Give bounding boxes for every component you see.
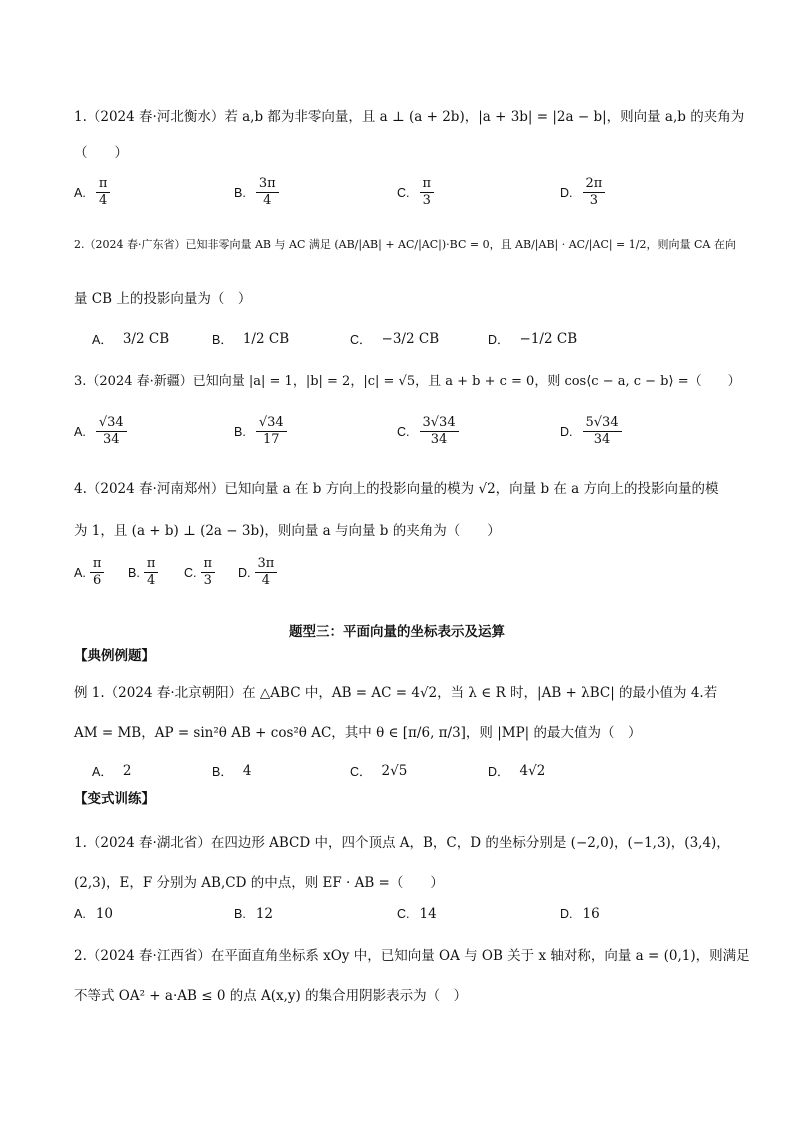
q3-option-d[interactable]: D. $\frac{5√34}{34}$ [560, 415, 622, 448]
section-title: 题型三：平面向量的坐标表示及运算 [289, 624, 505, 640]
q4-option-c[interactable]: C. $\frac{\pi}{3}$ [184, 556, 215, 589]
fraction: $\frac{√34}{17}$ [256, 415, 287, 448]
fraction: $\frac{2\pi}{3}$ [583, 176, 606, 209]
ex1-option-a[interactable]: A． 2 [92, 763, 132, 779]
q1-option-c[interactable]: C. $\frac{\pi}{3}$ [397, 176, 434, 209]
fraction: $\frac{\pi}{6}$ [90, 556, 105, 589]
p1-option-b[interactable]: B. 12 [234, 906, 273, 922]
fraction: $\frac{\pi}{4}$ [144, 556, 159, 589]
q2-option-c[interactable]: C． −3/2 CB [350, 331, 440, 347]
fraction: $\frac{\pi}{3}$ [420, 176, 435, 209]
q2-line1: 2.（2024 春·广东省）已知非零向量 AB 与 AC 满足 (AB/|AB| + AC/|AC|)·BC = 0，且 AB/|AB| · AC/|AC| = 1/2，则向量 CA 在向 [74, 238, 736, 251]
p2-line1: 2.（2024 春·江西省）在平面直角坐标系 xOy 中，已知向量 OA 与 OB 关于 x 轴对称，向量 a = (0,1)，则满足 [74, 948, 750, 964]
q2-option-d[interactable]: D． −1/2 CB [488, 331, 578, 347]
q1-option-a[interactable]: A. $\frac{\pi}{4}$ [74, 176, 110, 209]
q2-option-b[interactable]: B． 1/2 CB [212, 331, 290, 347]
fraction: $\frac{3\pi}{4}$ [255, 556, 278, 589]
q3-line1: 3.（2024 春·新疆）已知向量 |a| = 1，|b| = 2，|c| = √5，且 a + b + c = 0，则 cos⟨c − a, c − b⟩ =（ ） [74, 374, 741, 389]
ex1-option-c[interactable]: C． 2√5 [350, 763, 408, 779]
ex1-line2: AM = MB，AP = sin²θ AB + cos²θ AC，其中 θ ∈ [π/6, π/3]，则 |MP| 的最大值为（ ） [74, 725, 642, 741]
p1-line2: (2,3)，E，F 分别为 AB,CD 的中点，则 EF · AB =（ ） [74, 875, 444, 891]
q3-option-a[interactable]: A. $\frac{√34}{34}$ [74, 415, 127, 448]
q4-line2: 为 1，且 (a + b) ⊥ (2a − 3b)，则向量 a 与向量 b 的夹角为（ ） [74, 523, 501, 539]
ex1-option-b[interactable]: B． 4 [212, 763, 252, 779]
example-header: 【典例例题】 [74, 648, 155, 664]
fraction: $\frac{√34}{34}$ [96, 415, 127, 448]
q1-option-b[interactable]: B. $\frac{3\pi}{4}$ [234, 176, 279, 209]
q4-option-b[interactable]: B. $\frac{\pi}{4}$ [128, 556, 158, 589]
p1-line1: 1.（2024 春·湖北省）在四边形 ABCD 中，四个顶点 A，B，C，D 的坐标分别是 (−2,0)，(−1,3)，(3,4)， [74, 835, 730, 851]
q1-option-d[interactable]: D. $\frac{2\pi}{3}$ [560, 176, 605, 209]
q1-line1: 1.（2024 春·河北衡水）若 a,b 都为非零向量，且 a ⊥ (a + 2b)，|a + 3b| = |2a − b|，则向量 a,b 的夹角为 [74, 109, 745, 125]
practice-header: 【变式训练】 [74, 791, 155, 807]
q3-option-c[interactable]: C. $\frac{3√34}{34}$ [397, 415, 459, 448]
q3-option-b[interactable]: B. $\frac{√34}{17}$ [234, 415, 287, 448]
q4-line1: 4.（2024 春·河南郑州）已知向量 a 在 b 方向上的投影向量的模为 √2，向量 b 在 a 方向上的投影向量的模 [74, 481, 719, 497]
q1-line2: （ ） [74, 145, 128, 161]
fraction: $\frac{\pi}{3}$ [201, 556, 216, 589]
ex1-line1: 例 1.（2024 春·北京朝阳）在 △ABC 中，AB = AC = 4√2，当 λ ∈ R 时，|AB + λBC| 的最小值为 4.若 [74, 685, 718, 701]
fraction: $\frac{3√34}{34}$ [420, 415, 459, 448]
fraction: $\frac{5√34}{34}$ [583, 415, 622, 448]
p2-line2: 不等式 OA² + a·AB ≤ 0 的点 A(x,y) 的集合用阴影表示为（ ） [74, 988, 468, 1004]
ex1-option-d[interactable]: D． 4√2 [488, 763, 546, 779]
fraction: $\frac{3\pi}{4}$ [256, 176, 279, 209]
p1-option-c[interactable]: C. 14 [397, 906, 437, 922]
fraction: $\frac{\pi}{4}$ [96, 176, 111, 209]
q4-option-a[interactable]: A. $\frac{\pi}{6}$ [74, 556, 104, 589]
p1-option-a[interactable]: A. 10 [74, 906, 113, 922]
q4-option-d[interactable]: D. $\frac{3\pi}{4}$ [238, 556, 277, 589]
p1-option-d[interactable]: D. 16 [560, 906, 600, 922]
q2-line2: 量 CB 上的投影向量为（ ） [74, 291, 252, 307]
q2-option-a[interactable]: A． 3/2 CB [92, 331, 170, 347]
